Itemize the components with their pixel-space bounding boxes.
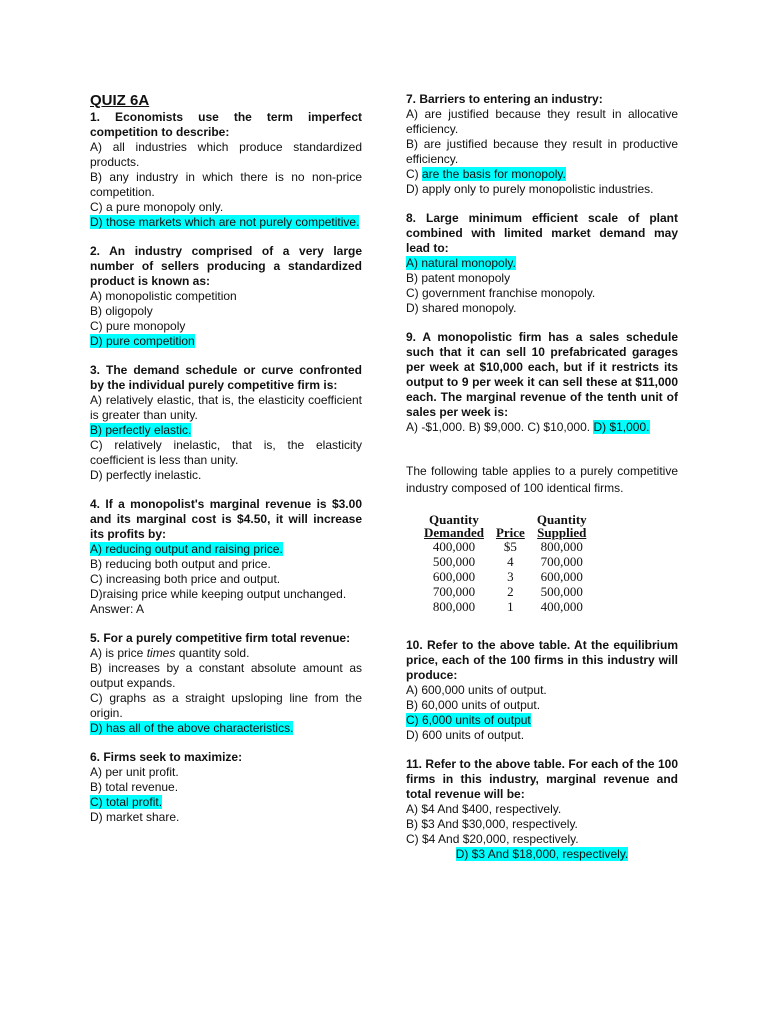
option-c-highlight: are the basis for monopoly. [422,167,566,181]
options-line: A) -$1,000. B) $9,000. C) $10,000. D) $1,000. [406,420,650,434]
left-column [90,92,362,825]
option-a: A) $4 And $400, respectively. [406,802,562,816]
option-d-highlighted: D) $3 And $18,000, respectively. [455,847,629,861]
option-d: D) 600 units of output. [406,728,525,742]
question-1 [90,110,362,230]
option-b: B) 60,000 units of output. [406,698,541,712]
option-b-highlighted: B) perfectly elastic. [90,423,192,437]
option-a: A) monopolistic competition [90,289,237,303]
quiz-title: QUIZ 6A [90,92,150,109]
option-c: C) graphs as a straight upsloping line from the origin. [90,691,362,720]
option-d: D) perfectly inelastic. [90,468,202,482]
question-3 [90,363,362,483]
question-text: 9. A monopolistic firm has a sales schedule such that it can sell 10 prefabricated garages per week at $10,000 each, but if it restricts its output to 9 per week it can sell these at $11,000 each. The marginal revenue of the tenth unit of sales per week is: [406,330,678,419]
question-text: 11. Refer to the above table. For each of the 100 firms in this industry, marginal revenue and total revenue will be: [406,757,678,801]
table-row: 700,000 2 500,000 [432,584,583,599]
option-a-highlighted: A) reducing output and raising price. [90,542,283,556]
option-b: B) patent monopoly [406,271,511,285]
option-a: A) relatively elastic, that is, the elasticity coefficient is greater than unity. [90,393,362,422]
option-c: C) pure monopoly [90,319,186,333]
option-a-highlighted: A) natural monopoly. [406,256,516,270]
question-7 [406,92,678,197]
option-c-highlighted: C) total profit. [90,795,163,809]
option-a: A) per unit profit. [90,765,179,779]
question-text: 6. Firms seek to maximize: [90,750,243,764]
header-quantity-demanded: Quantity Demanded [424,512,484,540]
header-price: Price [495,525,525,540]
option-c: C) relatively inelastic, that is, the elasticity coefficient is less than unity. [90,438,362,467]
option-d-highlight: D) $1,000. [593,420,650,434]
option-b: B) $3 And $30,000, respectively. [406,817,578,831]
option-d-highlighted: D) those markets which are not purely competitive. [90,215,360,229]
header-quantity-supplied: Quantity Supplied [536,512,587,540]
right-column [406,92,678,862]
table-row: 600,000 3 600,000 [432,569,583,584]
supply-demand-table [418,513,593,614]
option-c: C) government franchise monopoly. [406,286,596,300]
question-10 [406,638,678,743]
option-a: A) 600,000 units of output. [406,683,547,697]
question-6 [90,750,362,825]
table-row: 400,000 $5 800,000 [432,539,583,554]
option-b: B) reducing both output and price. [90,557,271,571]
table-intro: The following table applies to a purely competitive industry composed of 100 identical firms. [406,464,678,495]
option-d-highlighted: D) has all of the above characteristics. [90,721,294,735]
option-b: B) are justified because they result in productive efficiency. [406,137,678,166]
option-c: C) $4 And $20,000, respectively. [406,832,579,846]
option-d: D)raising price while keeping output unchanged. [90,587,347,601]
question-2 [90,244,362,349]
question-9 [406,330,678,435]
question-text: 7. Barriers to entering an industry: [406,92,603,106]
question-text: 5. For a purely competitive firm total revenue: [90,631,351,645]
option-a: A) all industries which produce standardized products. [90,140,362,169]
question-text: 4. If a monopolist's marginal revenue is $3.00 and its marginal cost is $4.50, it will increase its profits by: [90,497,362,541]
option-c: C) increasing both price and output. [90,572,281,586]
answer-note: Answer: A [90,602,145,616]
option-a: A) is price times quantity sold. [90,646,250,660]
option-c-highlighted: C) 6,000 units of output [406,713,531,727]
question-text: 8. Large minimum efficient scale of plant combined with limited market demand may lead to: [406,211,678,255]
question-5 [90,631,362,736]
option-a: A) are justified because they result in allocative efficiency. [406,107,678,136]
option-c: C) a pure monopoly only. [90,200,224,214]
option-d: D) apply only to purely monopolistic industries. [406,182,654,196]
table-row: 800,000 1 400,000 [432,599,583,614]
option-c: C) are the basis for monopoly. [406,167,566,181]
option-b: B) oligopoly [90,304,153,318]
question-4 [90,497,362,617]
option-b: B) increases by a constant absolute amount as output expands. [90,661,362,690]
option-b: B) any industry in which there is no non-price competition. [90,170,362,199]
question-11 [406,757,678,862]
question-8 [406,211,678,316]
question-text: 1. Economists use the term imperfect competition to describe: [90,110,362,139]
option-b: B) total revenue. [90,780,179,794]
question-text: 3. The demand schedule or curve confronted by the individual purely competitive firm is: [90,363,362,392]
option-d: D) shared monopoly. [406,301,517,315]
question-text: 10. Refer to the above table. At the equilibrium price, each of the 100 firms in this industry will produce: [406,638,678,682]
question-text: 2. An industry comprised of a very large number of sellers producing a standardized product is known as: [90,244,362,288]
option-d: D) market share. [90,810,180,824]
table-row: 500,000 4 700,000 [432,554,583,569]
option-d-highlighted: D) pure competition [90,334,195,348]
